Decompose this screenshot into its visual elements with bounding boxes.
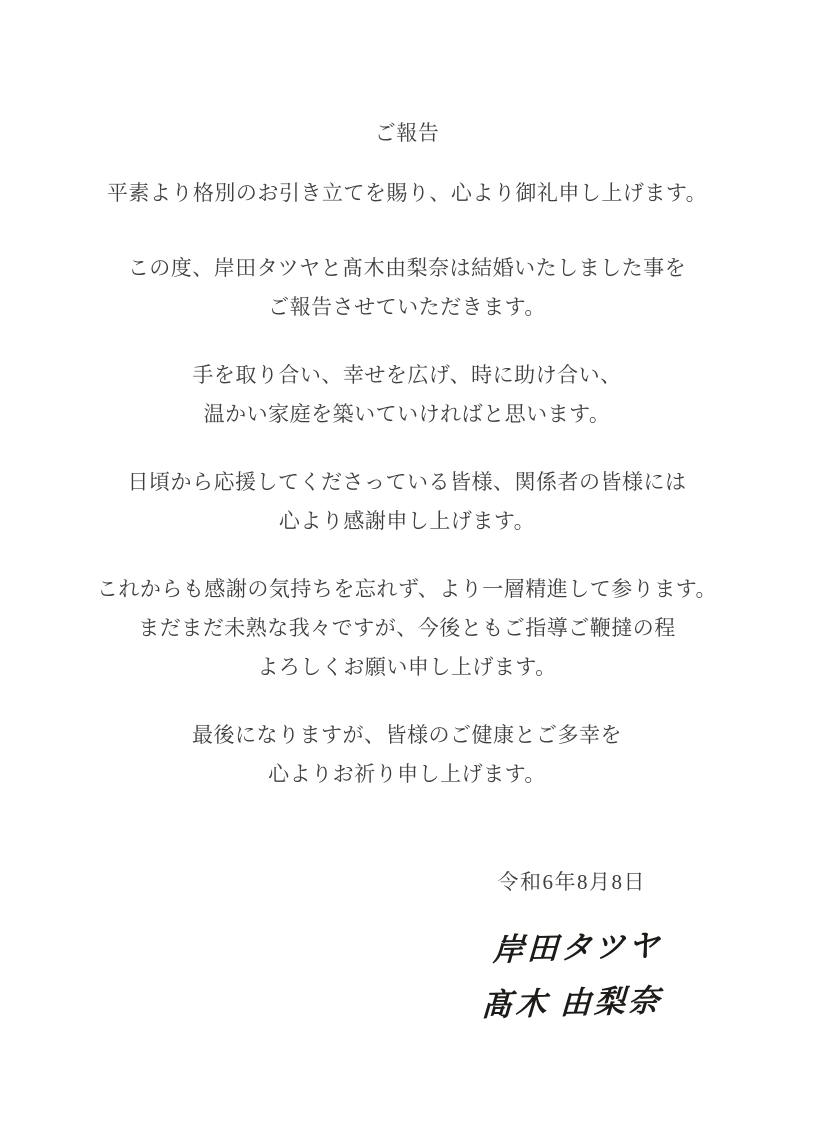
paragraph-line: 心より感謝申し上げます。 (278, 509, 536, 533)
signature-groom: 岸田タツヤ (492, 927, 663, 968)
paragraph-line: 最後になりますが、皆様のご健康とご多幸を (192, 723, 622, 747)
paragraph-line: 日頃から応援してくださっている皆様、関係者の皆様には (127, 470, 687, 494)
paragraph-line: 心よりお祈り申し上げます。 (268, 762, 546, 786)
page-title: ご報告 (374, 121, 440, 145)
paragraph-greeting (0, 174, 814, 213)
paragraph-closing-wishes (0, 716, 814, 794)
paragraph-line: 温かい家庭を築いていければと思います。 (203, 402, 611, 426)
paragraph-aspiration (0, 356, 814, 434)
paragraph-line: まだまだ未熟な我々ですが、今後ともご指導ご鞭撻の程 (138, 616, 676, 640)
paragraph-gratitude (0, 463, 814, 541)
paragraph-line: よろしくお願い申し上げます。 (257, 655, 557, 679)
paragraph-line: この度、岸田タツヤと髙木由梨奈は結婚いたしました事を (127, 256, 687, 280)
paragraph-line: これからも感謝の気持ちを忘れず、より一層精進して参ります。 (96, 577, 718, 601)
paragraph-line: 平素より格別のお引き立てを賜り、心より御礼申し上げます。 (106, 181, 708, 205)
document-date: 令和6年8月8日 (497, 870, 646, 894)
signature-block (0, 918, 814, 1028)
paragraph-line: 手を取り合い、幸せを広げ、時に助け合い、 (192, 363, 622, 387)
paragraph-line: ご報告させていただきます。 (268, 295, 546, 319)
paragraph-future-commitment (0, 570, 814, 687)
paragraph-marriage-announcement (0, 249, 814, 327)
signature-bride: 髙木 由梨奈 (480, 982, 663, 1023)
